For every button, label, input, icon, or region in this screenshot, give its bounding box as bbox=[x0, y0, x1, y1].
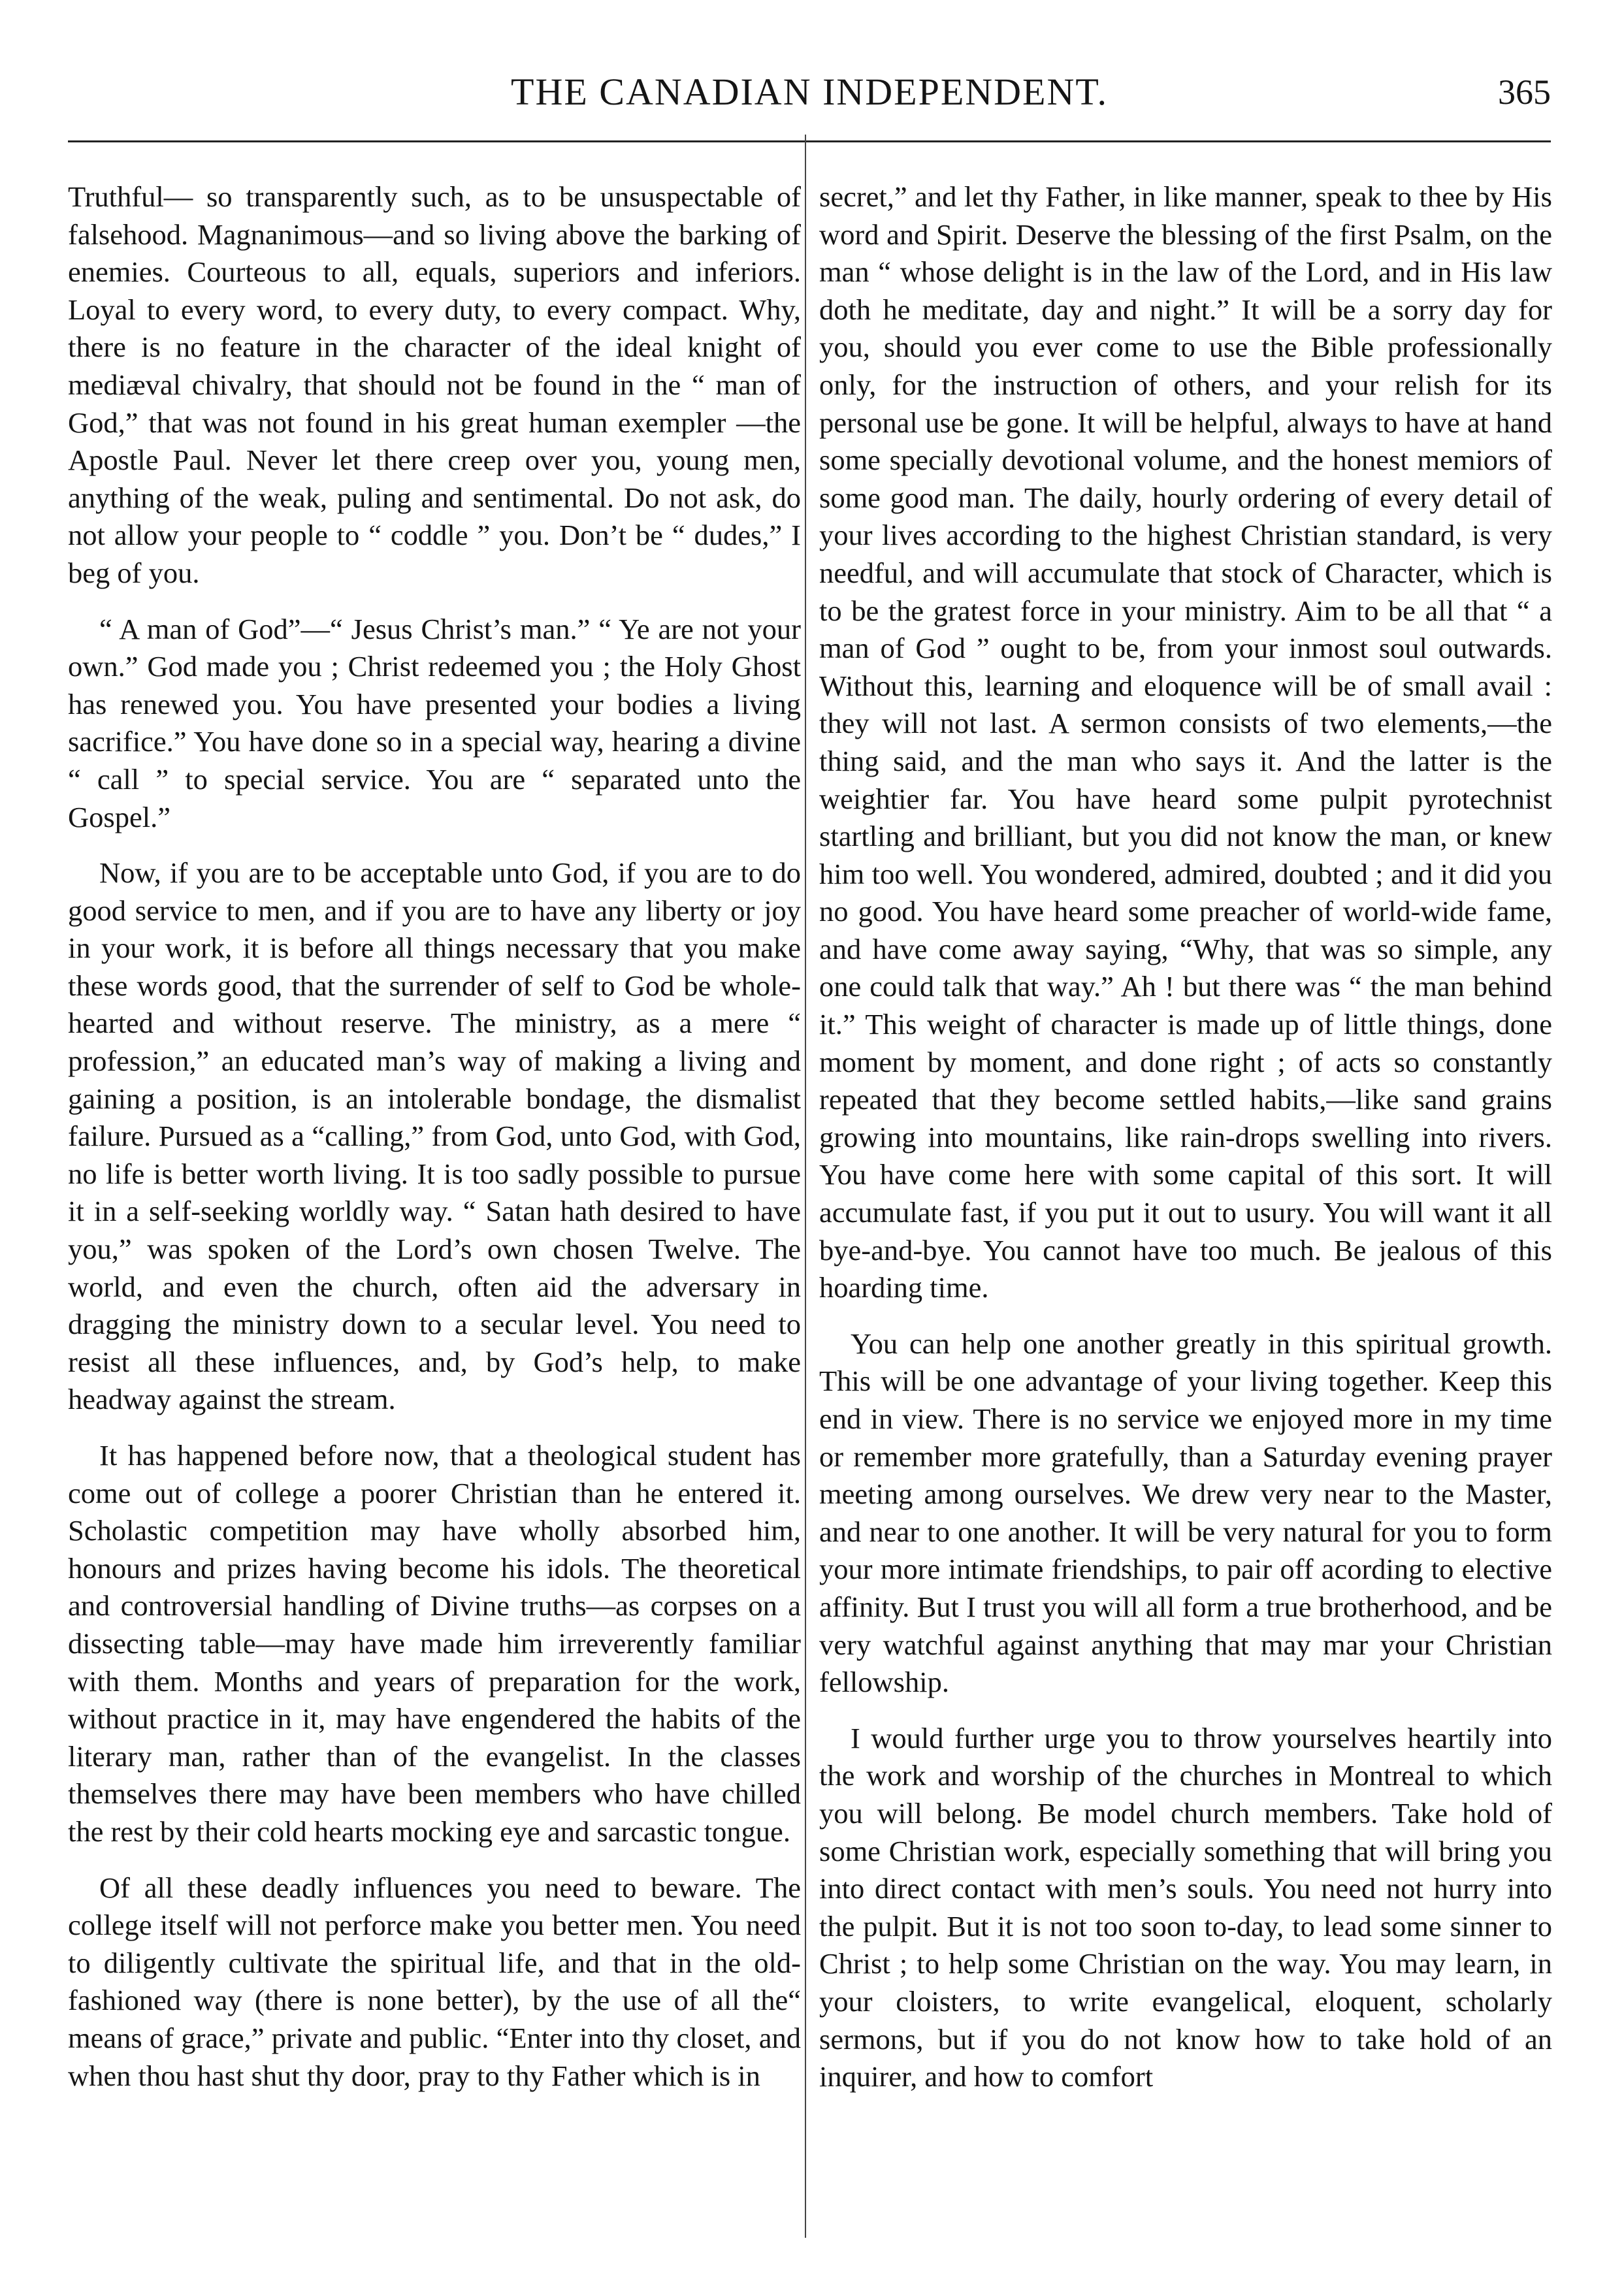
header-rule bbox=[68, 140, 1551, 142]
right-column bbox=[819, 178, 1552, 2114]
running-head bbox=[68, 63, 1551, 121]
column-divider bbox=[805, 135, 806, 2238]
paragraph: secret,” and let thy Father, in like manner, speak to thee by His word and Spirit. Deserve the blessing of the first Psalm, on the man “ whose delight is in the law of the Lord, and in His law doth he meditate, day and night.” It will be a sorry day for you, should you ever come to use the Bible professionally only, for the instruction of others, and your relish for its personal use be gone. It will be helpful, always to have at hand some specially devotional volume, and the honest memiors of some good man. The daily, hourly ordering of every detail of your lives according to the highest Christian standard, is very needful, and will accumulate that stock of Character, which is to be the gratest force in your ministry. Aim to be all that “ a man of God ” ought to be, from your inmost soul outwards. Without this, learning and eloquence will be of small avail : they will not last. A sermon consists of two elements,—the thing said, and the man who says it. And the latter is the weightier far. You have heard some pulpit pyrotechnist startling and brilliant, but you did not know the man, or knew him too well. You wondered, admired, doubted ; and it did you no good. You have heard some preacher of world-wide fame, and have come away saying, “Why, that was so simple, any one could talk that way.” Ah ! but there was “ the man behind it.” This weight of character is made up of little things, done moment by moment, and done right ; of acts so constantly repeated that they become settled habits,—like sand grains growing into mountains, like rain-drops swelling into rivers. You have come here with some capital of this sort. It will accumulate fast, if you put it out to usury. You will want it all bye-and-bye. You cannot have too much. Be jealous of this hoarding time. bbox=[819, 180, 1552, 1304]
paragraph: “ A man of God”—“ Jesus Christ’s man.” “ Ye are not your own.” God made you ; Christ redeemed you ; the Holy Ghost has renewed you. You have presented your bodies a living sacrifice.” You have done so in a special way, hearing a divine “ call ” to special service. You are “ separated unto the Gospel.” bbox=[68, 612, 801, 833]
paragraph: Truthful— so transparently such, as to be unsuspectable of falsehood. Magnanimous—and so living above the barking of enemies. Courteous to all, equals, superiors and inferiors. Loyal to every word, to every duty, to every compact. Why, there is no feature in the character of the ideal knight of mediæval chivalry, that should not be found in the “ man of God,” that was not found in his great human exempler —the Apostle Paul. Never let there creep over you, young men, anything of the weak, puling and sentimental. Do not ask, do not allow your people to “ coddle ” you. Don’t be “ dudes,” I beg of you. bbox=[68, 180, 801, 589]
paragraph: You can help one another greatly in this spiritual growth. This will be one advantage of your living together. Keep this end in view. There is no service we enjoyed more in my time or remember more gratefully, than a Saturday evening prayer meeting among ourselves. We drew very near to the Master, and near to one another. It will be very natural for you to form your more intimate friendships, to pair off acording to elective affinity. But I trust you will all form a true brotherhood, and be very watchful against anything that may mar your Christian fellowship. bbox=[819, 1327, 1552, 1699]
paragraph: It has happened before now, that a theological student has come out of college a poorer Christian than he entered it. Scholastic competition may have wholly absorbed him, honours and prizes having become his idols. The theoretical and controversial handling of Divine truths—as corpses on a dissecting table—may have made him irreverently familiar with them. Months and years of preparation for the work, without practice in it, may have engendered the habits of the literary man, rather than of the evangelist. In the classes themselves there may have been members who have chilled the rest by their cold hearts mocking eye and sarcastic tongue. bbox=[68, 1439, 801, 1848]
paragraph: Now, if you are to be acceptable unto God, if you are to do good service to men, and if you are to have any liberty or joy in your work, it is before all things necessary that you make these words good, that the surrender of self to God be whole-hearted and without reserve. The ministry, as a mere “ profession,” an educated man’s way of making a living and gaining a position, is an intolerable bondage, the dismalist failure. Pursued as a “calling,” from God, unto God, with God, no life is better worth living. It is too sadly possible to pursue it in a self-seeking worldly way. “ Satan hath desired to have you,” was spoken of the Lord’s own chosen Twelve. The world, and even the church, often aid the adversary in dragging the ministry down to a secular level. You need to resist all these influences, and, by God’s help, to make headway against the stream. bbox=[68, 856, 801, 1416]
journal-title: THE CANADIAN INDEPENDENT. bbox=[511, 71, 1108, 113]
paragraph: I would further urge you to throw yourselves heartily into the work and worship of the churches in Montreal to which you will belong. Be model church members. Take hold of some Christian work, especially something that will bring you into direct contact with men’s souls. You need not hurry into the pulpit. But it is not too soon to-day, to lead some sinner to Christ ; to help some Christian on the way. You may learn, in your cloisters, to write evangelical, eloquent, scholarly sermons, but if you do not know how to take hold of an inquirer, and how to comfort bbox=[819, 1721, 1552, 2093]
page-number: 365 bbox=[1498, 73, 1551, 112]
left-column bbox=[68, 178, 801, 2113]
paragraph: Of all these deadly influences you need to beware. The college itself will not perforce make you better men. You need to diligently cultivate the spiritual life, and that in the old-fashioned way (there is none better), by the use of all the“ means of grace,” private and public. “Enter into thy closet, and when thou hast shut thy door, pray to thy Father which is in bbox=[68, 1871, 801, 2092]
